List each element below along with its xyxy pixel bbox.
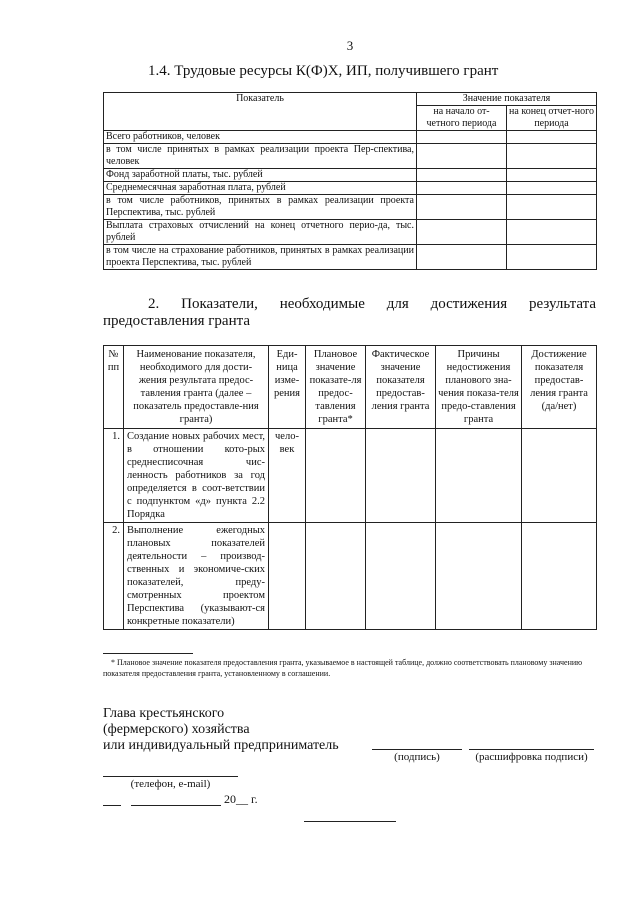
table-row — [104, 195, 597, 220]
unit-header: Еди-ница изме-рения — [269, 346, 306, 429]
date-month-line[interactable] — [131, 805, 221, 806]
grant-indicators-table — [103, 345, 597, 630]
value-end-cell[interactable] — [507, 131, 597, 144]
indicator-header: Показатель — [104, 93, 417, 131]
signature-caption: (подпись) — [394, 751, 440, 763]
value-end-cell[interactable] — [507, 169, 597, 182]
signature-decode-line[interactable] — [469, 749, 594, 750]
signature-decode-caption: (расшифровка подписи) — [475, 751, 588, 763]
achieved-cell[interactable] — [522, 429, 597, 523]
unit-cell: чело-век — [269, 429, 306, 523]
footnote: * Плановое значение показателя предоставления гранта, указываемое в настоящей таблице, должно соответствовать плановому значению показателя предоставления гранта, установленному в соглашении. — [103, 658, 583, 678]
bottom-line — [304, 821, 396, 822]
table-header-row — [104, 346, 597, 429]
signatory-line-3: или индивидуальный предприниматель — [103, 738, 339, 753]
unit-cell — [269, 523, 306, 630]
plan-header: Плановое значение показате-ля предос-тавления гранта* — [306, 346, 366, 429]
signatory-line-1: Глава крестьянского — [103, 706, 225, 721]
indicator-name: Создание новых рабочих мест, в отношении кото-рых среднесписочная чис-ленность работников за год определяется в соот-ветствии с подпунктом «д» пункта 2.2 Порядка — [124, 429, 269, 523]
value-start-cell[interactable] — [417, 195, 507, 220]
section2-title: 2. Показатели, необходимые для достижения результата предоставления гранта — [103, 296, 596, 329]
labor-resources-table — [103, 92, 597, 270]
achieved-cell[interactable] — [522, 523, 597, 630]
section1-title: 1.4. Трудовые ресурсы К(Ф)Х, ИП, получившего грант — [148, 63, 499, 79]
table-row — [104, 169, 597, 182]
phone-caption: (телефон, e-mail) — [130, 778, 211, 790]
footnote-divider — [103, 653, 193, 654]
table-header-row — [104, 93, 597, 106]
value-start-cell[interactable] — [417, 182, 507, 195]
row-label: Всего работников, человек — [104, 131, 417, 144]
date-year: 20__ г. — [224, 792, 258, 806]
achieved-header: Достижение показателя предостав-ления гранта (да/нет) — [522, 346, 597, 429]
fact-cell[interactable] — [366, 523, 436, 630]
period-start-header: на начало от-четного периода — [417, 106, 507, 131]
table-row — [104, 429, 597, 523]
reasons-header: Причины недостижения планового зна-чения показа-теля предо-ставления гранта — [436, 346, 522, 429]
table-row — [104, 523, 597, 630]
value-end-cell[interactable] — [507, 195, 597, 220]
value-start-cell[interactable] — [417, 144, 507, 169]
table-row — [104, 245, 597, 270]
table-row — [104, 182, 597, 195]
reasons-cell[interactable] — [436, 429, 522, 523]
row-label: в том числе принятых в рамках реализации проекта Пер-спектива, человек — [104, 144, 417, 169]
row-label: Среднемесячная заработная плата, рублей — [104, 182, 417, 195]
fact-header: Фактическое значение показателя предостав-ления гранта — [366, 346, 436, 429]
plan-cell[interactable] — [306, 523, 366, 630]
value-end-cell[interactable] — [507, 220, 597, 245]
plan-cell[interactable] — [306, 429, 366, 523]
value-end-cell[interactable] — [507, 182, 597, 195]
value-start-cell[interactable] — [417, 245, 507, 270]
period-end-header: на конец отчет-ного периода — [507, 106, 597, 131]
fact-cell[interactable] — [366, 429, 436, 523]
table-row — [104, 131, 597, 144]
page-number: 3 — [346, 38, 354, 53]
row-label: в том числе работников, принятых в рамках реализации проекта Перспектива, тыс. рублей — [104, 195, 417, 220]
date-day-line[interactable] — [103, 805, 121, 806]
indicator-name: Выполнение ежегодных плановых показателей деятельности – производ-ственных и экономиче-ских показателей, преду-смотренных проектом Перспектива (указывают-ся конкретные показатели) — [124, 523, 269, 630]
row-number: 2. — [104, 523, 124, 630]
row-label: Фонд заработной платы, тыс. рублей — [104, 169, 417, 182]
name-header: Наименование показателя, необходимого для дости-жения результата предос-тавления гранта (далее – показатель предоставле-ния гранта) — [124, 346, 269, 429]
value-header: Значение показателя — [417, 93, 597, 106]
table-row — [104, 144, 597, 169]
value-start-cell[interactable] — [417, 169, 507, 182]
value-end-cell[interactable] — [507, 144, 597, 169]
row-label: Выплата страховых отчислений на конец отчетного перио-да, тыс. рублей — [104, 220, 417, 245]
signature-line[interactable] — [372, 749, 462, 750]
row-label: в том числе на страхование работников, принятых в рамках реализации проекта Перспектива, тыс. рублей — [104, 245, 417, 270]
signatory-title — [103, 706, 339, 754]
num-header: № пп — [104, 346, 124, 429]
signatory-line-2: (фермерского) хозяйства — [103, 722, 250, 737]
value-start-cell[interactable] — [417, 220, 507, 245]
phone-line[interactable] — [103, 776, 238, 777]
reasons-cell[interactable] — [436, 523, 522, 630]
table-row — [104, 220, 597, 245]
row-number: 1. — [104, 429, 124, 523]
value-end-cell[interactable] — [507, 245, 597, 270]
value-start-cell[interactable] — [417, 131, 507, 144]
